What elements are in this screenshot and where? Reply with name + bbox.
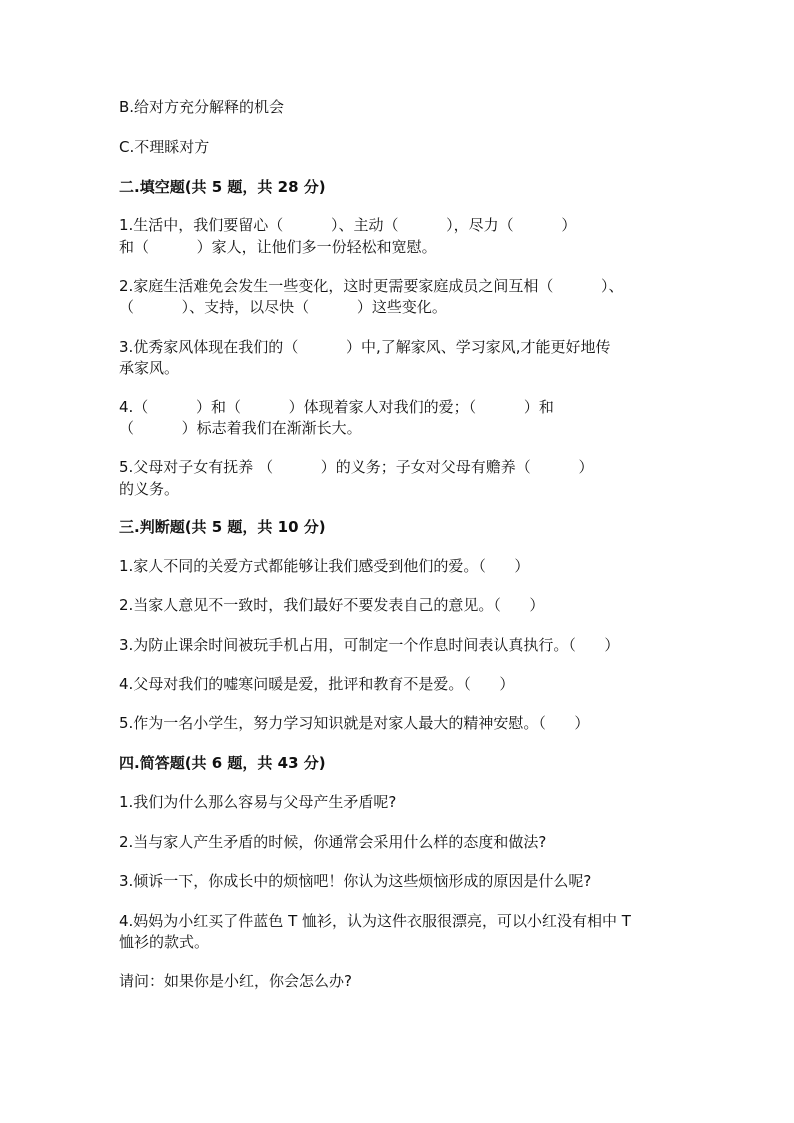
short-answer-q1: 1.我们为什么那么容易与父母产生矛盾呢? [119,793,397,811]
option-b: B.给对方充分解释的机会 [119,98,285,116]
fill-blank-q1-line1: 1.生活中，我们要留心（ ）、主动（ ），尽力（ ） [119,216,577,234]
fill-blank-q2-line2: （ ）、支持，以尽快（ ）这些变化。 [119,298,447,316]
option-c: C.不理睬对方 [119,138,210,156]
fill-blank-q4-line1: 4.（ ）和（ ）体现着家人对我们的爱；（ ）和 [119,398,554,416]
short-answer-q4-ask: 请问：如果你是小红，你会怎么办? [119,972,352,990]
short-answer-q3: 3.倾诉一下，你成长中的烦恼吧！你认为这些烦恼形成的原因是什么呢? [119,872,592,890]
fill-blank-q5-line1: 5.父母对子女有抚养 （ ）的义务；子女对父母有赡养（ ） [119,458,594,476]
true-false-q5: 5.作为一名小学生，努力学习知识就是对家人最大的精神安慰。（ ） [119,714,590,732]
short-answer-q2: 2.当与家人产生矛盾的时候，你通常会采用什么样的态度和做法? [119,833,547,851]
fill-blank-q3-line2: 承家风。 [119,359,180,377]
fill-blank-q4-line2: （ ）标志着我们在渐渐长大。 [119,419,362,437]
true-false-q1: 1.家人不同的关爱方式都能够让我们感受到他们的爱。（ ） [119,557,530,575]
short-answer-q4-line1: 4.妈妈为小红买了件蓝色 T 恤衫，认为这件衣服很漂亮，可以小红没有相中 T [119,912,631,930]
fill-blank-q3-line1: 3.优秀家风体现在我们的（ ）中,了解家风、学习家风,才能更好地传 [119,338,611,356]
section-heading-fill-blank: 二.填空题(共 5 题，共 28 分) [119,178,326,196]
fill-blank-q5-line2: 的义务。 [119,480,180,498]
section-heading-short-answer: 四.简答题(共 6 题，共 43 分) [119,754,326,772]
true-false-q3: 3.为防止课余时间被玩手机占用，可制定一个作息时间表认真执行。（ ） [119,636,620,654]
fill-blank-q1-line2: 和（ ）家人，让他们多一份轻松和宽慰。 [119,238,437,256]
section-heading-true-false: 三.判断题(共 5 题，共 10 分) [119,518,326,536]
fill-blank-q2-line1: 2.家庭生活难免会发生一些变化，这时更需要家庭成员之间互相（ ）、 [119,277,624,295]
true-false-q4: 4.父母对我们的嘘寒问暖是爱，批评和教育不是爱。（ ） [119,675,515,693]
short-answer-q4-line2: 恤衫的款式。 [119,933,210,951]
true-false-q2: 2.当家人意见不一致时，我们最好不要发表自己的意见。（ ） [119,596,545,614]
